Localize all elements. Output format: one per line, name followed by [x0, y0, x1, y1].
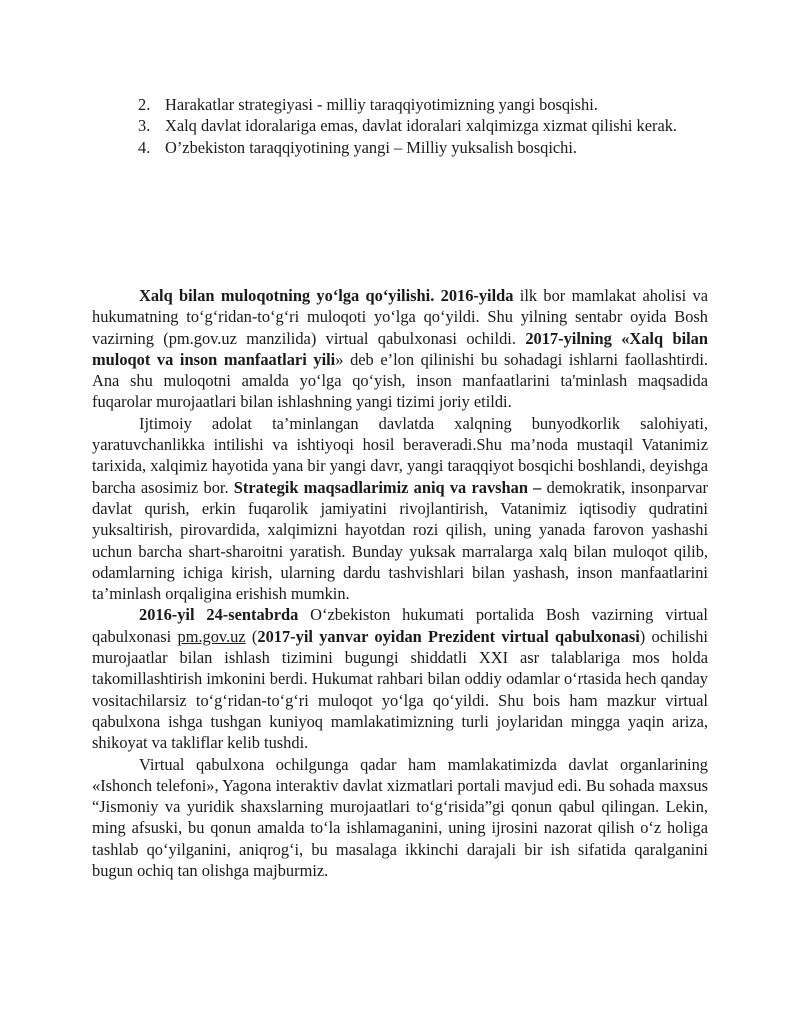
paragraph-trust-phone	[92, 754, 708, 882]
document-body	[92, 285, 708, 881]
numbered-list	[138, 94, 708, 158]
paragraph-dialogue	[92, 285, 708, 413]
paragraph-text: ) ochilishi murojaatlar bilan ishlash tizimini bugungi shiddatli XXI asr talablariga mos holda takomillashtirish imkonini berdi. Hukumat rahbari bilan oddiy odamlar o‘rtasida hech qanday vositachilarsiz to‘g‘ridan-to‘g‘ri muloqot yo‘lga qo‘yildi. Shu bois ham mazkur virtual qabulxona ishga tushgan kuniyoq mamlakatimizning turli joylaridan mingga yaqin ariza, shikoyat va takliflar kelib tushdi.	[92, 626, 708, 753]
paragraph-text: (	[245, 626, 258, 646]
paragraph-text: ilk bor mamlakat aholisi va hukumatning to‘g‘ridan-to‘g‘ri muloqoti yo‘lga qo‘yildi. Shu yilning sentabr oyida Bosh vazirning (pm.gov.uz manzilida) virtual qabulxonasi ochildi.	[92, 286, 708, 348]
bold-date: 2016-yil 24-sentabrda	[139, 605, 299, 625]
list-item-number: 2.	[138, 95, 151, 114]
paragraph-social-justice	[92, 413, 708, 605]
list-item	[138, 137, 708, 158]
paragraph-text: O‘zbekiston hukumati portalida Bosh vazirning virtual qabulxonasi	[92, 605, 708, 646]
bold-phrase: 2017-yilning «Xalq bilan muloqot va inson manfaatlari yili	[92, 328, 708, 369]
list-item	[138, 115, 708, 136]
paragraph-text: » deb e’lon qilinishi bu sohadagi ishlarni faollashtirdi. Ana shu muloqotni amalda yo‘lga qo‘yish, inson manfaatlarini ta'minlash maqsadida fuqarolar murojaatlari bilan ishlashning yangi tizimi joriy etildi.	[92, 349, 709, 412]
portal-link[interactable]: pm.gov.uz	[177, 626, 246, 646]
list-item	[138, 94, 708, 115]
paragraph-text: Virtual qabulxona ochilgunga qadar ham mamlakatimizda davlat organlarining «Ishonch telefoni», Yagona interaktiv davlat xizmatlari portali mavjud edi. Bu sohada maxsus “Jismoniy va yuridik shaxslarning murojaatlari to‘g‘risida”gi qonun qabul qilingan. Lekin, ming afsuski, bu qonun amalda to‘la ishlamaganini, uning ijrosini nazorat qilish o‘z holiga tashlab qo‘yilganini, aniqrog‘i, bu masalaga ikkinchi darajali bir ish sifatida qaralganini bugun ochiq tan olishga majburmiz.	[92, 754, 708, 881]
bold-phrase: Strategik maqsadlarimiz aniq va ravshan –	[233, 477, 542, 497]
list-item-number: 3.	[138, 116, 151, 136]
paragraph-heading: Xalq bilan muloqotning yo‘lga qo‘yilishi. 2016-yilda	[139, 286, 514, 305]
list-item-number: 4.	[138, 137, 151, 157]
paragraph-text: Ijtimoiy adolat ta’minlangan davlatda xalqning bunyodkorlik salohiyati, yaratuvchanlikka intilishi va ishtiyoqi hosil beraveradi.Shu ma’noda mustaqil Vatanimiz tarixida, xalqimiz hayotida yana bir yangi davr, yangi taraqqiyot bosqichi boshlandi, deyishga barcha asosimiz bor.	[92, 413, 708, 497]
paragraph-virtual-reception	[92, 604, 708, 753]
bold-phrase: 2017-yil yanvar oyidan Prezident virtual qabulxonasi	[257, 626, 640, 646]
list-item-text: Xalq davlat idoralariga emas, davlat idoralari xalqimizga xizmat qilishi kerak.	[165, 116, 678, 136]
paragraph-text: demokratik, insonparvar davlat qurish, erkin fuqarolik jamiyatini rivojlantirish, Vatanimiz iqtisodiy qudratini yuksaltirish, pirovardida, xalqimizni hayotdan rozi qilish, uning yanada farovon yashashi uchun barcha shart-sharoitni yaratish. Bunday yuksak marralarga xalq bilan muloqot qilib, odamlarning ichiga kirish, ularning dardu tashvishlari bilan yashash, inson manfaatlarini ta’minlash orqaligina erishish mumkin.	[92, 477, 708, 604]
list-item-text: Harakatlar strategiyasi - milliy taraqqiyotimizning yangi bosqishi.	[165, 95, 598, 114]
list-item-text: O’zbekiston taraqqiyotining yangi – Milliy yuksalish bosqichi.	[165, 137, 577, 157]
